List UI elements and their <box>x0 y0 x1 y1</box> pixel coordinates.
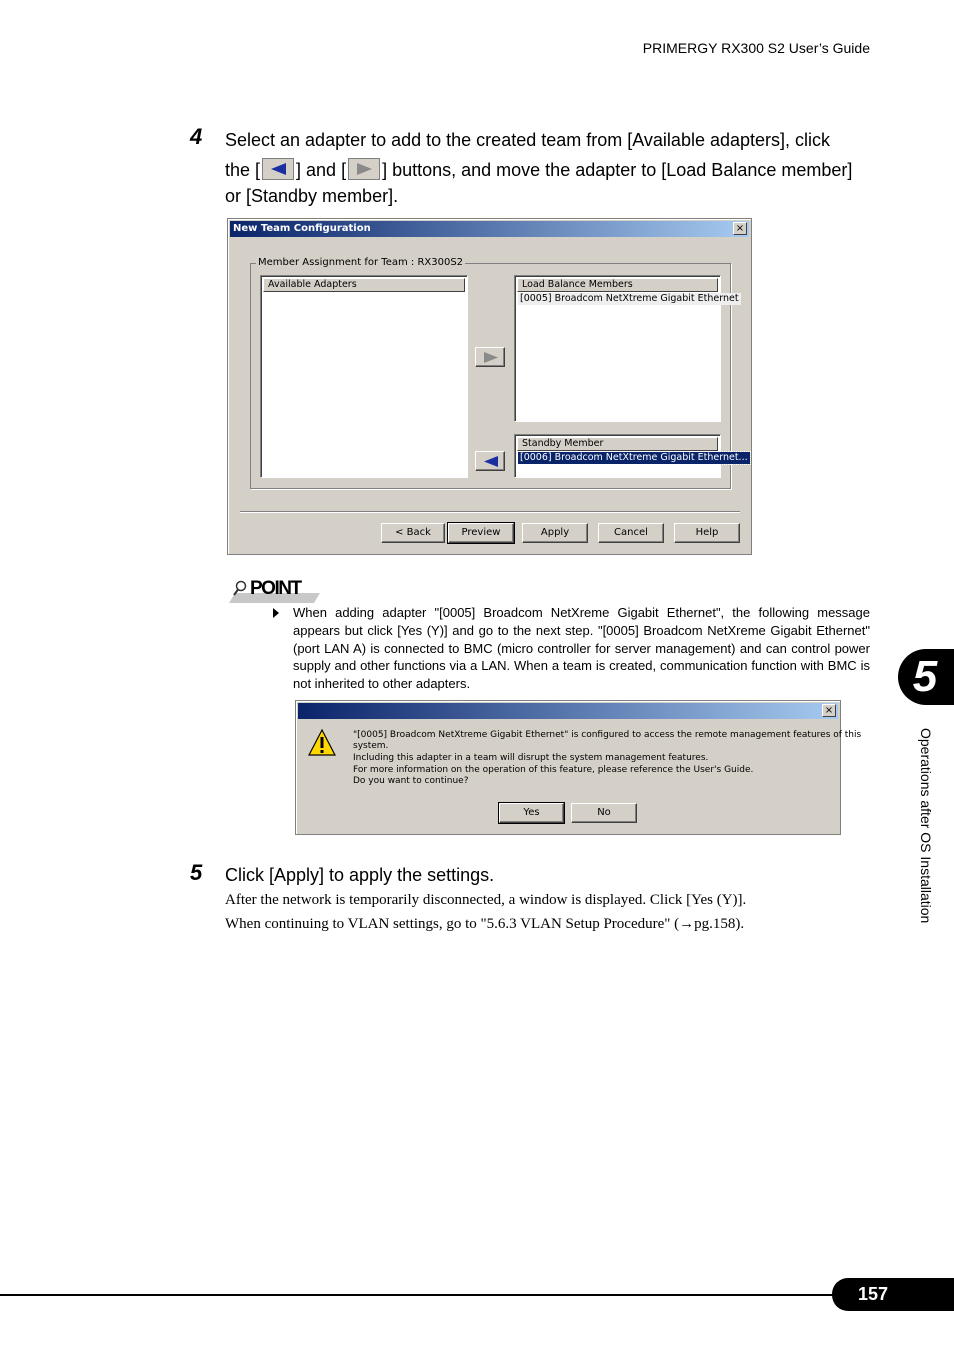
dialog-titlebar <box>230 221 749 237</box>
warning-titlebar <box>298 703 838 719</box>
message-line-1: "[0005] Broadcom NetXtreme Gigabit Ethernet" is configured to access the remote management features of this <box>353 730 862 740</box>
load-balance-item[interactable]: [0005] Broadcom NetXtreme Gigabit Ethernet <box>520 293 739 304</box>
standby-member-list[interactable] <box>514 434 748 478</box>
step-5-line-2: When continuing to VLAN settings, go to "5.6.3 VLAN Setup Procedure" (→pg.158). <box>225 916 745 932</box>
step-4-number: 4 <box>190 124 203 149</box>
load-balance-members-list[interactable] <box>514 275 739 422</box>
left-arrow-icon <box>482 455 500 468</box>
chapter-number: 5 <box>912 652 938 701</box>
standby-item[interactable]: [0006] Broadcom NetXtreme Gigabit Ethernet... <box>520 452 748 463</box>
team-config-dialog <box>227 218 752 555</box>
bullet-arrow-icon <box>273 608 279 618</box>
group-label: Member Assignment for Team : RX300S2 <box>258 257 464 268</box>
step-4-text <box>225 125 875 207</box>
page-number: 157 <box>857 1284 889 1304</box>
footer-rule <box>0 1294 840 1296</box>
step-5-title: Click [Apply] to apply the settings. <box>225 865 495 885</box>
chapter-label: Operations after OS Installation <box>918 728 934 924</box>
step-4-line-2: the [ ] and [ ] buttons, and move the adapter to [Load Balance member] <box>225 160 853 180</box>
message-line-4: For more information on the operation of this feature, please reference the User's Guide. <box>353 765 754 775</box>
yes-button[interactable]: Yes <box>499 803 564 823</box>
preview-button[interactable]: Preview <box>448 523 514 543</box>
step-5-line-1: After the network is temporarily disconnected, a window is displayed. Click [Yes (Y)]. <box>225 892 747 908</box>
close-icon[interactable]: × <box>822 704 836 717</box>
add-to-load-balance-button[interactable] <box>475 347 505 367</box>
available-adapters-list[interactable] <box>260 275 468 478</box>
warning-icon <box>307 728 337 758</box>
cancel-button[interactable]: Cancel <box>598 523 664 543</box>
warning-dialog <box>295 700 862 835</box>
inline-left-arrow-icon <box>262 158 294 180</box>
message-line-3: Including this adapter in a team will disrupt the system management features. <box>353 753 709 763</box>
no-button[interactable]: No <box>571 803 637 823</box>
standby-header[interactable]: Standby Member <box>517 437 718 451</box>
step-5-number: 5 <box>190 860 203 885</box>
point-text: When adding adapter "[0005] Broadcom NetXreme Gigabit Ethernet", the following message appears but click [Yes (Y)] and go to the next step. "[0005] Broadcom NetXreme Gigabit Ethernet" (port LAN A) is connected to BMC (micro controller for server management) and can control power supply and other functions via a LAN. When a team is created, communication function with BMC is not inherited to other adapters. <box>293 605 870 692</box>
move-to-available-button[interactable] <box>475 451 505 471</box>
point-logo <box>229 579 320 604</box>
step-4-line-3: or [Standby member]. <box>225 186 399 206</box>
step-4-line-1: Select an adapter to add to the created team from [Available adapters], click <box>225 130 831 150</box>
help-button[interactable]: Help <box>674 523 740 543</box>
back-button[interactable]: < Back <box>381 523 445 543</box>
apply-button[interactable]: Apply <box>522 523 588 543</box>
close-icon[interactable]: × <box>733 222 747 235</box>
page-header: PRIMERGY RX300 S2 User’s Guide <box>642 40 870 56</box>
inline-right-arrow-icon <box>348 158 380 180</box>
available-adapters-header[interactable]: Available Adapters <box>263 278 465 292</box>
point-label: POINT <box>250 578 301 599</box>
dialog-title: New Team Configuration <box>233 223 371 234</box>
load-balance-header[interactable]: Load Balance Members <box>517 278 718 292</box>
message-line-2: system. <box>353 741 389 751</box>
right-arrow-icon <box>482 351 500 364</box>
dialog-separator <box>240 511 740 513</box>
message-line-5: Do you want to continue? <box>353 776 469 786</box>
